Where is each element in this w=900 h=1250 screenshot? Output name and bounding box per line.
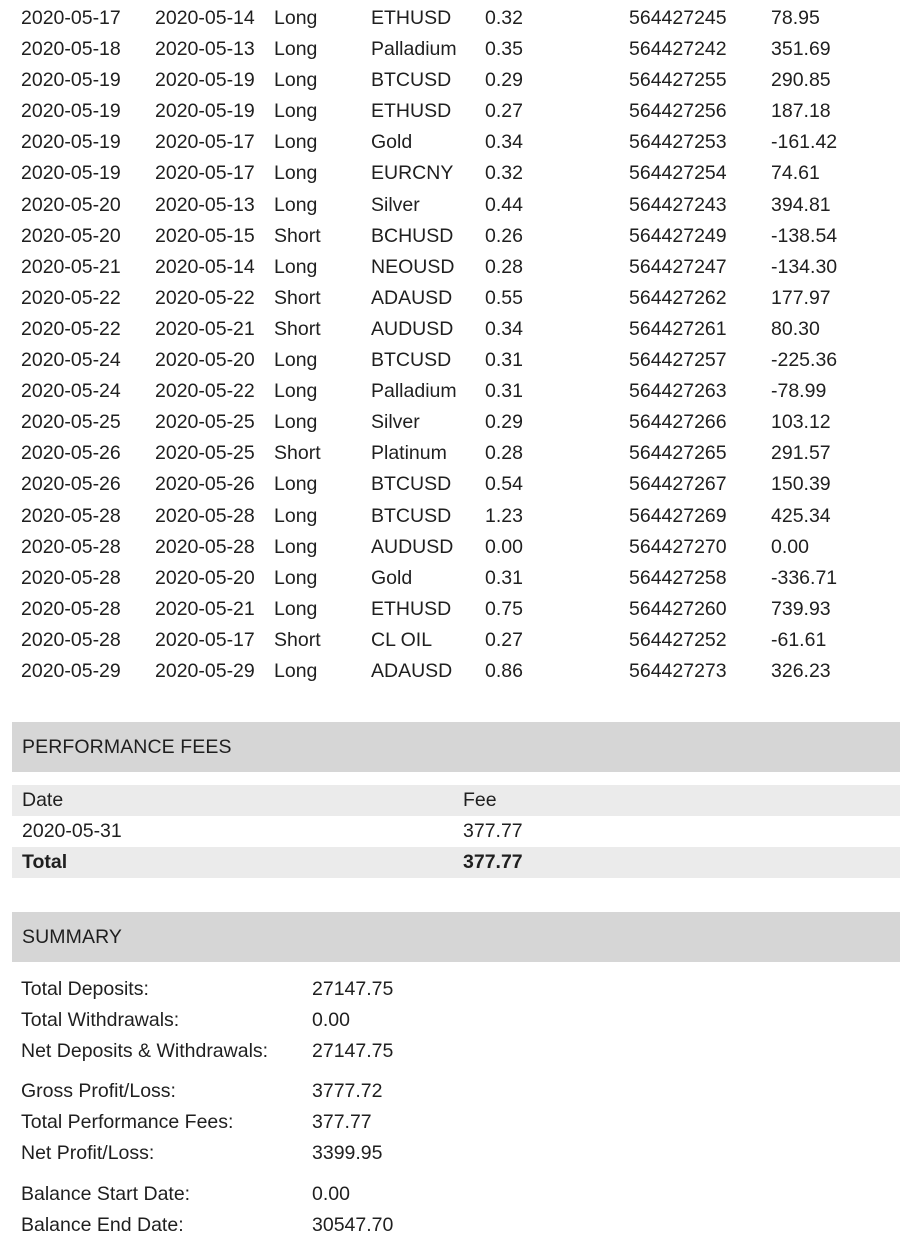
summary-value: 3777.72 — [312, 1080, 383, 1103]
trade-ticket: 564427257 — [629, 349, 727, 372]
trade-lots: 0.86 — [485, 659, 523, 682]
performance-fees-title: PERFORMANCE FEES — [22, 736, 232, 758]
fees-total-row — [12, 847, 900, 878]
trade-lots: 0.44 — [485, 193, 523, 216]
trade-open-date: 2020-05-20 — [155, 349, 255, 372]
trade-type: Long — [274, 100, 318, 123]
summary-group-profit — [0, 1076, 900, 1169]
trade-profit: -78.99 — [771, 380, 827, 403]
trade-symbol: Platinum — [371, 442, 447, 465]
table-row — [0, 563, 900, 594]
performance-fees-table — [12, 785, 900, 878]
trade-type: Long — [274, 504, 318, 527]
trade-close-date: 2020-05-21 — [21, 255, 121, 278]
table-row — [0, 314, 900, 345]
table-row — [0, 594, 900, 625]
trade-lots: 0.55 — [485, 286, 523, 309]
trade-profit: 291.57 — [771, 442, 831, 465]
trade-lots: 0.32 — [485, 162, 523, 185]
summary-value: 27147.75 — [312, 1040, 394, 1063]
table-row — [0, 625, 900, 656]
trade-lots: 0.31 — [485, 566, 523, 589]
trade-type: Long — [274, 38, 318, 61]
trade-close-date: 2020-05-22 — [21, 317, 121, 340]
summary-section — [0, 974, 900, 1250]
trade-type: Long — [274, 380, 318, 403]
trade-open-date: 2020-05-25 — [155, 442, 255, 465]
trade-open-date: 2020-05-22 — [155, 286, 255, 309]
trade-ticket: 564427267 — [629, 473, 727, 496]
trade-close-date: 2020-05-18 — [21, 38, 121, 61]
fees-header-row — [12, 785, 900, 816]
trade-profit: 187.18 — [771, 100, 831, 123]
trade-close-date: 2020-05-26 — [21, 442, 121, 465]
trade-symbol: Gold — [371, 566, 413, 589]
table-row — [0, 190, 900, 221]
trade-lots: 0.75 — [485, 597, 523, 620]
trade-type: Short — [274, 442, 321, 465]
trade-ticket: 564427265 — [629, 442, 727, 465]
trade-open-date: 2020-05-14 — [155, 255, 255, 278]
trade-close-date: 2020-05-28 — [21, 535, 121, 558]
summary-group-deposits — [0, 974, 900, 1067]
summary-row — [0, 974, 900, 1005]
trade-ticket: 564427269 — [629, 504, 727, 527]
trade-open-date: 2020-05-17 — [155, 628, 255, 651]
summary-label: Total Withdrawals: — [21, 1009, 180, 1032]
trade-symbol: BTCUSD — [371, 473, 452, 496]
trade-type: Long — [274, 473, 318, 496]
trade-symbol: Gold — [371, 131, 413, 154]
table-row — [0, 407, 900, 438]
trade-symbol: Silver — [371, 411, 420, 434]
fees-header-date: Date — [22, 789, 64, 811]
trade-lots: 0.28 — [485, 255, 523, 278]
trade-symbol: BTCUSD — [371, 504, 452, 527]
trade-open-date: 2020-05-14 — [155, 7, 255, 29]
trade-type: Long — [274, 69, 318, 92]
trade-symbol: ETHUSD — [371, 100, 452, 123]
trade-ticket: 564427243 — [629, 193, 727, 216]
trade-profit: -138.54 — [771, 224, 838, 247]
summary-label: Balance End Date: — [21, 1213, 184, 1236]
trade-lots: 0.34 — [485, 131, 523, 154]
trade-lots: 0.29 — [485, 411, 523, 434]
trade-open-date: 2020-05-22 — [155, 380, 255, 403]
summary-row — [0, 1036, 900, 1067]
summary-label: Net Profit/Loss: — [21, 1142, 155, 1165]
trade-open-date: 2020-05-21 — [155, 317, 255, 340]
trade-ticket: 564427253 — [629, 131, 727, 154]
trades-table — [0, 3, 900, 687]
fees-row-fee: 377.77 — [463, 820, 523, 842]
trade-open-date: 2020-05-13 — [155, 193, 255, 216]
table-row — [0, 3, 900, 34]
trade-symbol: Palladium — [371, 380, 457, 403]
trade-type: Short — [274, 628, 321, 651]
table-row — [0, 469, 900, 500]
trade-ticket: 564427245 — [629, 7, 727, 29]
trade-symbol: ADAUSD — [371, 286, 453, 309]
trade-close-date: 2020-05-24 — [21, 349, 121, 372]
trade-close-date: 2020-05-20 — [21, 193, 121, 216]
trade-ticket: 564427262 — [629, 286, 727, 309]
trade-profit: 74.61 — [771, 162, 820, 185]
table-row — [0, 656, 900, 687]
table-row — [0, 127, 900, 158]
trade-open-date: 2020-05-28 — [155, 504, 255, 527]
summary-value: 3399.95 — [312, 1142, 383, 1165]
trade-symbol: BTCUSD — [371, 349, 452, 372]
trade-ticket: 564427254 — [629, 162, 727, 185]
trade-profit: 394.81 — [771, 193, 831, 216]
trade-lots: 0.35 — [485, 38, 523, 61]
trade-close-date: 2020-05-19 — [21, 162, 121, 185]
trade-type: Short — [274, 286, 321, 309]
trade-close-date: 2020-05-29 — [21, 659, 121, 682]
fees-header-fee: Fee — [463, 789, 497, 811]
trade-ticket: 564427252 — [629, 628, 727, 651]
trade-close-date: 2020-05-19 — [21, 100, 121, 123]
trade-profit: 80.30 — [771, 317, 820, 340]
trade-type: Long — [274, 131, 318, 154]
trade-open-date: 2020-05-20 — [155, 566, 255, 589]
fees-total-value: 377.77 — [463, 851, 523, 873]
fees-total-label: Total — [22, 851, 68, 873]
trade-profit: 0.00 — [771, 535, 809, 558]
trade-lots: 0.31 — [485, 380, 523, 403]
table-row — [0, 158, 900, 189]
trade-ticket: 564427260 — [629, 597, 727, 620]
trade-close-date: 2020-05-22 — [21, 286, 121, 309]
trade-ticket: 564427249 — [629, 224, 727, 247]
trade-lots: 0.29 — [485, 69, 523, 92]
summary-value: 30547.70 — [312, 1213, 394, 1236]
trade-profit: -161.42 — [771, 131, 838, 154]
trade-open-date: 2020-05-25 — [155, 411, 255, 434]
trade-type: Long — [274, 255, 318, 278]
trade-profit: 351.69 — [771, 38, 831, 61]
trade-symbol: NEOUSD — [371, 255, 455, 278]
table-row — [0, 283, 900, 314]
summary-label: Gross Profit/Loss: — [21, 1080, 176, 1103]
trade-ticket: 564427247 — [629, 255, 727, 278]
trade-profit: -61.61 — [771, 628, 827, 651]
table-row — [0, 438, 900, 469]
trade-profit: 290.85 — [771, 69, 831, 92]
table-row — [0, 501, 900, 532]
trade-open-date: 2020-05-19 — [155, 100, 255, 123]
trade-open-date: 2020-05-19 — [155, 69, 255, 92]
trade-lots: 0.26 — [485, 224, 523, 247]
summary-value: 0.00 — [312, 1009, 350, 1032]
trade-lots: 0.27 — [485, 100, 523, 123]
summary-value: 27147.75 — [312, 978, 394, 1000]
trade-type: Long — [274, 193, 318, 216]
summary-row — [0, 1138, 900, 1169]
trade-profit: 103.12 — [771, 411, 831, 434]
trade-close-date: 2020-05-28 — [21, 566, 121, 589]
trade-ticket: 564427255 — [629, 69, 727, 92]
table-row — [0, 34, 900, 65]
trade-lots: 0.54 — [485, 473, 523, 496]
trade-type: Long — [274, 535, 318, 558]
trade-open-date: 2020-05-28 — [155, 535, 255, 558]
trade-type: Short — [274, 317, 321, 340]
trade-symbol: CL OIL — [371, 628, 433, 651]
table-row — [0, 65, 900, 96]
trade-lots: 0.32 — [485, 7, 523, 29]
trade-close-date: 2020-05-19 — [21, 69, 121, 92]
summary-label: Net Deposits & Withdrawals: — [21, 1040, 269, 1063]
trade-ticket: 564427242 — [629, 38, 727, 61]
trade-symbol: AUDUSD — [371, 317, 454, 340]
trade-lots: 0.27 — [485, 628, 523, 651]
trade-close-date: 2020-05-25 — [21, 411, 121, 434]
trade-close-date: 2020-05-26 — [21, 473, 121, 496]
trade-ticket: 564427263 — [629, 380, 727, 403]
summary-row — [0, 1179, 900, 1210]
trade-close-date: 2020-05-24 — [21, 380, 121, 403]
trade-close-date: 2020-05-28 — [21, 597, 121, 620]
trade-profit: -225.36 — [771, 349, 838, 372]
trade-profit: 177.97 — [771, 286, 831, 309]
trade-profit: 739.93 — [771, 597, 831, 620]
trade-close-date: 2020-05-19 — [21, 131, 121, 154]
trade-type: Long — [274, 7, 318, 29]
trade-type: Long — [274, 597, 318, 620]
trade-type: Long — [274, 411, 318, 434]
trade-lots: 0.28 — [485, 442, 523, 465]
table-row — [0, 532, 900, 563]
trade-profit: -336.71 — [771, 566, 838, 589]
trade-lots: 0.34 — [485, 317, 523, 340]
summary-group-balance — [0, 1179, 900, 1241]
trade-ticket: 564427266 — [629, 411, 727, 434]
summary-row — [0, 1005, 900, 1036]
trade-ticket: 564427270 — [629, 535, 727, 558]
summary-header — [12, 912, 900, 962]
trade-close-date: 2020-05-28 — [21, 628, 121, 651]
trade-symbol: AUDUSD — [371, 535, 454, 558]
trade-symbol: BCHUSD — [371, 224, 454, 247]
table-row — [0, 252, 900, 283]
trade-type: Long — [274, 659, 318, 682]
trade-symbol: ETHUSD — [371, 7, 452, 29]
trade-close-date: 2020-05-28 — [21, 504, 121, 527]
trade-ticket: 564427273 — [629, 659, 727, 682]
trade-profit: 425.34 — [771, 504, 831, 527]
table-row — [0, 221, 900, 252]
trade-type: Long — [274, 566, 318, 589]
summary-row — [0, 1210, 900, 1241]
performance-fees-header — [12, 722, 900, 772]
trade-open-date: 2020-05-17 — [155, 131, 255, 154]
summary-row — [0, 1076, 900, 1107]
summary-title: SUMMARY — [22, 926, 123, 948]
summary-label: Balance Start Date: — [21, 1182, 191, 1205]
trade-type: Short — [274, 224, 321, 247]
table-row — [0, 345, 900, 376]
trade-profit: 326.23 — [771, 659, 831, 682]
fees-row-date: 2020-05-31 — [22, 820, 122, 842]
summary-row — [0, 1107, 900, 1138]
trade-type: Long — [274, 162, 318, 185]
trade-symbol: ADAUSD — [371, 659, 453, 682]
trade-ticket: 564427258 — [629, 566, 727, 589]
trade-lots: 1.23 — [485, 504, 523, 527]
trade-symbol: Silver — [371, 193, 420, 216]
summary-value: 377.77 — [312, 1111, 372, 1134]
trade-close-date: 2020-05-17 — [21, 7, 121, 29]
trade-ticket: 564427261 — [629, 317, 727, 340]
trade-profit: -134.30 — [771, 255, 838, 278]
fees-row — [12, 816, 900, 847]
trade-symbol: Palladium — [371, 38, 457, 61]
summary-value: 0.00 — [312, 1182, 350, 1205]
trade-open-date: 2020-05-21 — [155, 597, 255, 620]
table-row — [0, 376, 900, 407]
summary-label: Total Performance Fees: — [21, 1111, 234, 1134]
trade-open-date: 2020-05-13 — [155, 38, 255, 61]
trade-open-date: 2020-05-26 — [155, 473, 255, 496]
trade-symbol: BTCUSD — [371, 69, 452, 92]
trade-lots: 0.31 — [485, 349, 523, 372]
trade-type: Long — [274, 349, 318, 372]
summary-label: Total Deposits: — [21, 978, 149, 1000]
trade-open-date: 2020-05-29 — [155, 659, 255, 682]
trade-profit: 150.39 — [771, 473, 831, 496]
trade-symbol: ETHUSD — [371, 597, 452, 620]
trade-profit: 78.95 — [771, 7, 820, 29]
trade-close-date: 2020-05-20 — [21, 224, 121, 247]
trade-symbol: EURCNY — [371, 162, 454, 185]
table-row — [0, 96, 900, 127]
trade-ticket: 564427256 — [629, 100, 727, 123]
trade-lots: 0.00 — [485, 535, 523, 558]
trade-open-date: 2020-05-17 — [155, 162, 255, 185]
trade-open-date: 2020-05-15 — [155, 224, 255, 247]
